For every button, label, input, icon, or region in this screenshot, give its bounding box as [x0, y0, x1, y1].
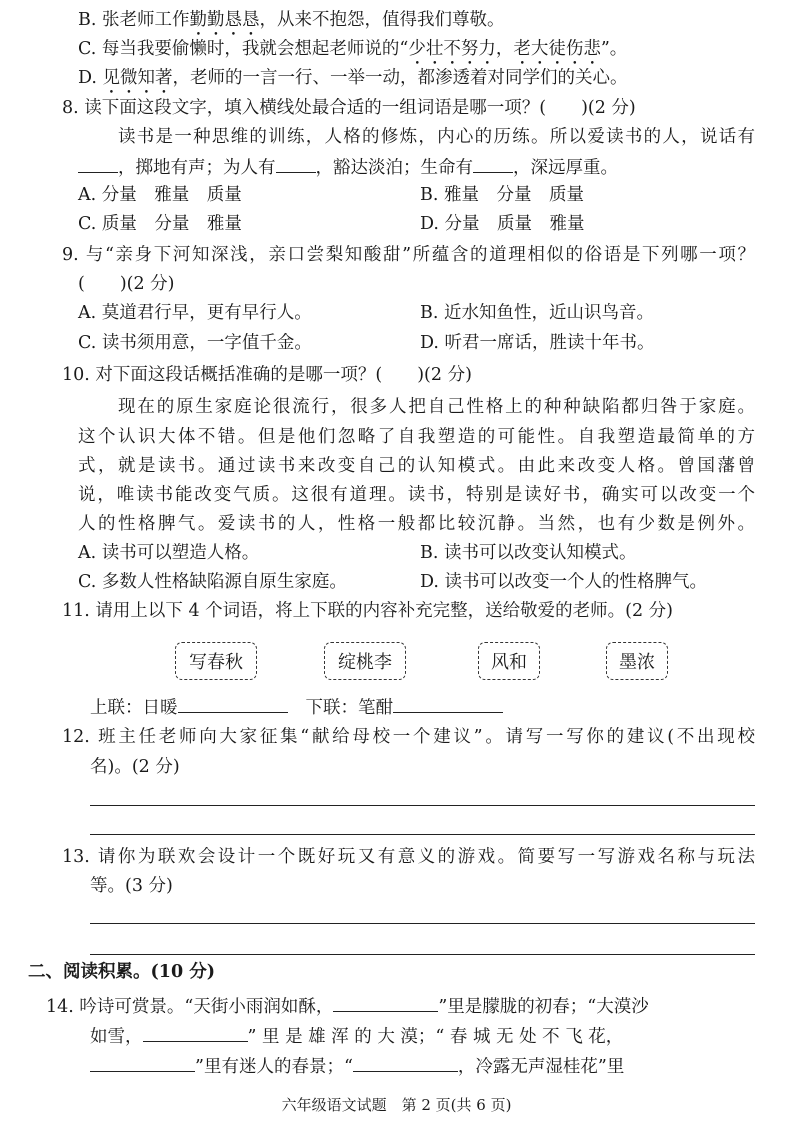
emphasized-text: 少壮不努力，老大徒伤悲 [408, 39, 601, 59]
q11-stem: 11. 请用上以下 4 个词语，将上下联的内容补充完整，送给敬爱的老师。(2 分) [62, 601, 674, 621]
q10-passage-line: 人的性格脾气。爱读书的人，性格一般都比较沉静。当然，也有少数是例外。 [78, 514, 755, 534]
section-heading: 二、阅读积累。(10 分) [28, 962, 216, 982]
q10-stem: 10. 对下面这段话概括准确的是哪一项？( )(2 分) [62, 365, 472, 385]
text: ”里是朦胧的初春；“大漠沙 [438, 997, 649, 1017]
answer-blank[interactable] [333, 993, 438, 1012]
q9-option-d: D. 听君一席话，胜读十年书。 [420, 333, 655, 353]
q8-passage-line: 读书是一种思维的训练，人格的修炼，内心的历练。所以爱读书的人，说话有 [118, 127, 755, 147]
text: ”里有迷人的春景；“ [195, 1057, 353, 1077]
q8-stem: 8. 读下面这段文字，填入横线处最合适的一组词语是哪一项？( )(2 分) [62, 98, 636, 118]
text: 如雪， [90, 1027, 143, 1047]
answer-blank[interactable] [90, 1053, 195, 1072]
q9-option-b: B. 近水知鱼性，近山识鸟音。 [420, 303, 654, 323]
word-card: 写春秋 [175, 642, 257, 680]
upper-couplet-label: 上联：日暖 [90, 698, 178, 718]
q7-option-d [78, 66, 628, 90]
q9-option-c: C. 读书须用意，一字值千金。 [78, 333, 312, 353]
q7-option-c [78, 37, 627, 61]
q14-line [46, 993, 649, 1017]
q10-passage-line: 说，唯读书能改变气质。这很有道理。读书，特别是读好书，确实可以改变一个 [78, 485, 755, 505]
text: B. 张老师工作 [78, 10, 190, 30]
text: ，掷地有声；为人有 [118, 158, 276, 178]
q9-stem-cont: ( )(2 分) [78, 274, 175, 294]
answer-blank[interactable] [276, 154, 316, 173]
q10-option-c: C. 多数人性格缺陷源自原生家庭。 [78, 572, 347, 592]
lower-couplet-blank[interactable] [393, 694, 503, 713]
q10-passage-line: 这个认识大体不错。但是他们忽略了自我塑造的可能性。自我塑造最简单的方 [78, 427, 755, 447]
answer-line[interactable] [90, 805, 755, 806]
answer-blank[interactable] [473, 154, 513, 173]
answer-line[interactable] [90, 954, 755, 955]
text: ，从来不抱怨，值得我们尊敬。 [259, 10, 505, 30]
q12-stem: 12. 班主任老师向大家征集“献给母校一个建议”。请写一写你的建议(不出现校 [62, 727, 755, 747]
q13-stem-cont: 等。(3 分) [90, 876, 173, 896]
text: ，冷露无声湿桂花”里 [457, 1057, 625, 1077]
text: 14. 吟诗可赏景。“天街小雨润如酥， [46, 997, 334, 1017]
emphasized-text: 勤勤恳恳 [189, 10, 260, 30]
q14-line [90, 1023, 623, 1047]
text: ，豁达淡泊；生命有 [315, 158, 473, 178]
answer-blank[interactable] [143, 1023, 248, 1042]
word-card: 墨浓 [606, 642, 668, 680]
q10-option-d: D. 读书可以改变一个人的性格脾气。 [420, 572, 708, 592]
q14-line [90, 1053, 624, 1077]
upper-couplet-blank[interactable] [178, 694, 288, 713]
page-footer: 六年级语文试题 第 2 页(共 6 页) [281, 1096, 512, 1114]
emphasized-text: 见微知著 [102, 68, 173, 88]
q9-option-a: A. 莫道君行早，更有早行人。 [78, 303, 312, 323]
q10-passage-line: 现在的原生家庭论很流行，很多人把自己性格上的种种缺陷都归咎于家庭。 [118, 397, 755, 417]
text: ，老师的一言一行、一举一动，都渗透着对同学们的关心。 [172, 68, 628, 88]
word-card: 绽桃李 [324, 642, 406, 680]
text: ，深远厚重。 [513, 158, 618, 178]
answer-blank[interactable] [78, 154, 118, 173]
answer-blank[interactable] [353, 1053, 458, 1072]
text: C. 每当我要偷懒时，我就会想起老师说的“ [78, 39, 409, 59]
answer-line[interactable] [90, 834, 755, 835]
q9-stem: 9. 与“亲身下河知深浅，亲口尝梨知酸甜”所蕴含的道理相似的俗语是下列哪一项？ [62, 245, 755, 265]
q12-stem-cont: 名)。(2 分) [90, 757, 180, 777]
q7-option-b [78, 8, 505, 32]
text: ”。 [600, 39, 628, 59]
q10-passage-line: 式，就是读书。通过读书来改变自己的认知模式。由此来改变人格。曾国藩曾 [78, 456, 755, 476]
q8-option-d: D. 分量 质量 雅量 [420, 214, 585, 234]
q8-option-c: C. 质量 分量 雅量 [78, 214, 242, 234]
lower-couplet-label: 下联：笔酣 [305, 698, 393, 718]
q8-option-b: B. 雅量 分量 质量 [420, 185, 584, 205]
q8-passage-line [78, 154, 618, 178]
text: ” 里 是 雄 浑 的 大 漠；“ 春 城 无 处 不 飞 花， [247, 1027, 624, 1047]
q10-option-b: B. 读书可以改变认知模式。 [420, 543, 637, 563]
text: D. [78, 68, 103, 88]
q8-option-a: A. 分量 雅量 质量 [78, 185, 242, 205]
answer-line[interactable] [90, 923, 755, 924]
couplet-line [90, 694, 503, 718]
word-card: 风和 [478, 642, 540, 680]
q10-option-a: A. 读书可以塑造人格。 [78, 543, 260, 563]
q13-stem: 13. 请你为联欢会设计一个既好玩又有意义的游戏。简要写一写游戏名称与玩法 [62, 847, 755, 867]
